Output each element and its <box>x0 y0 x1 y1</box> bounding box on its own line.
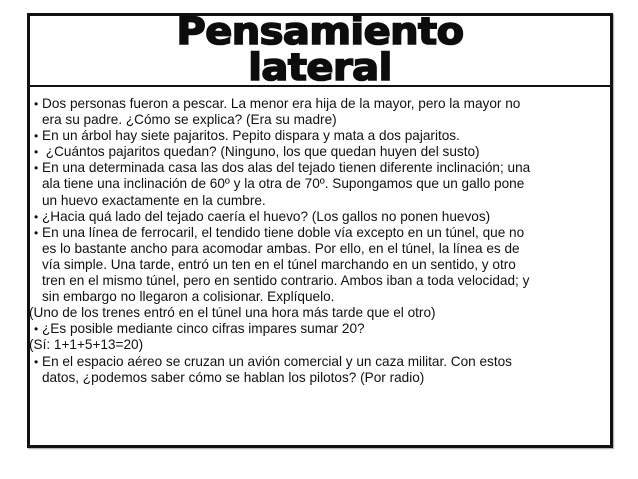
list-item <box>30 96 610 112</box>
list-item-text: En el espacio aéreo se cruzan un avión comercial y un caza militar. Con estos <box>42 353 512 369</box>
list-item <box>30 128 610 144</box>
list-item-text: En una línea de ferrocaril, el tendido tiene doble vía excepto en un túnel, que no <box>42 224 525 240</box>
list-item-continuation <box>30 193 610 209</box>
list-item-continuation <box>30 112 610 128</box>
slide-frame <box>27 10 613 448</box>
list-item-continuation <box>30 289 610 305</box>
answer-line <box>30 305 610 321</box>
list-item-text: Dos personas fueron a pescar. La menor era hija de la mayor, pero la mayor no <box>42 96 521 111</box>
list-item-text: vía simple. Una tarde, entró un ten en el túnel marchando en un sentido, y otro <box>42 256 516 272</box>
bullet-icon: • <box>34 354 39 369</box>
list-item <box>30 354 610 370</box>
list-item <box>30 209 610 225</box>
list-item-text: un huevo exactamente en la cumbre. <box>42 192 266 208</box>
bullet-icon: • <box>34 209 39 224</box>
list-item-text: ¿Hacia quá lado del tejado caería el huevo? (Los gallos no ponen huevos) <box>42 208 491 224</box>
answer-text: (Uno de los trenes entró en el túnel una hora más tarde que el otro) <box>29 305 436 321</box>
list-item-continuation <box>30 176 610 192</box>
list-item <box>30 160 610 176</box>
list-item <box>30 144 610 160</box>
list-item-continuation <box>30 241 610 257</box>
bullet-icon: • <box>34 145 39 160</box>
slide-title-line-1: Pensamiento <box>176 10 464 53</box>
list-item-text: sin embargo no llegaron a colisionar. Explíquelo. <box>42 289 335 305</box>
bullet-icon: • <box>34 129 39 144</box>
list-item-text: ala tiene una inclinación de 60º y la otra de 70º. Supongamos que un gallo pone <box>42 176 525 192</box>
bullet-icon: • <box>34 97 39 111</box>
bullet-icon: • <box>34 161 39 176</box>
list-item <box>30 225 610 241</box>
bullet-icon: • <box>34 322 39 337</box>
list-item-continuation <box>30 257 610 273</box>
list-item-text: era su padre. ¿Cómo se explica? (Era su madre) <box>42 112 337 128</box>
list-item-text: En un árbol hay siete pajaritos. Pepito dispara y mata a dos pajaritos. <box>42 128 460 144</box>
list-item-text: es lo bastante ancho para acomodar ambas. Por ello, en el túnel, la línea es de <box>42 240 520 256</box>
list-item-text: ¿Es posible mediante cinco cifras impares sumar 20? <box>42 321 365 337</box>
bullet-icon: • <box>34 225 39 240</box>
slide-title-line-2: lateral <box>248 46 392 89</box>
slide-content <box>30 96 610 386</box>
title-area <box>30 10 610 89</box>
list-item-continuation <box>30 370 610 386</box>
list-item <box>30 321 610 337</box>
list-item-text: tren en el mismo túnel, pero en sentido contrario. Ambos iban a toda velocidad; y <box>42 273 530 289</box>
list-item-text: En una determinada casa las dos alas del tejado tienen diferente inclinación; una <box>42 160 531 176</box>
list-item-continuation <box>30 273 610 289</box>
list-item-text: datos, ¿podemos saber cómo se hablan los pilotos? (Por radio) <box>42 369 425 385</box>
answer-text: (Sí: 1+1+5+13=20) <box>29 337 144 353</box>
list-item-text: ¿Cuántos pajaritos quedan? (Ninguno, los que quedan huyen del susto) <box>42 144 480 160</box>
answer-line <box>30 337 610 353</box>
